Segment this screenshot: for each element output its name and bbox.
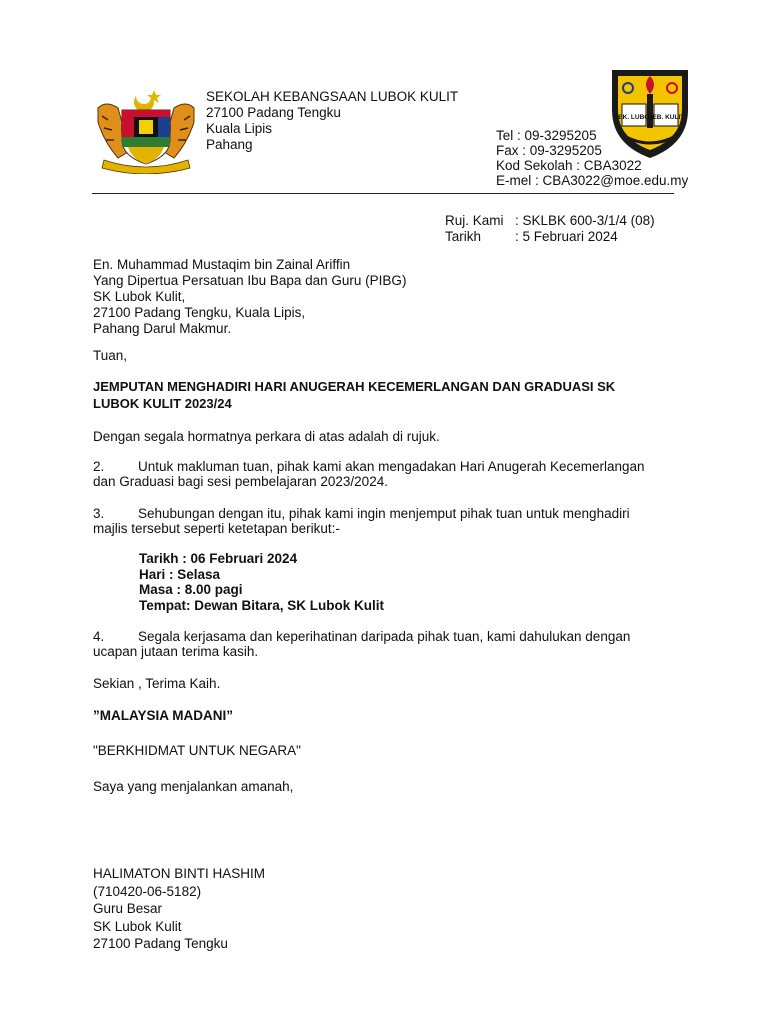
recipient-line: En. Muhammad Mustaqim bin Zainal Ariffin: [93, 257, 351, 272]
signatory-title: Guru Besar: [93, 901, 163, 916]
subject-line: LUBOK KULIT 2023/24: [93, 396, 232, 411]
fax: Fax : 09-3295205: [496, 143, 602, 158]
motto-berkhidmat: "BERKHIDMAT UNTUK NEGARA": [93, 743, 301, 758]
paragraph-text: Untuk makluman tuan, pihak kami akan mengadakan Hari Anugerah Kecemerlangan: [138, 459, 645, 474]
event-time: Masa : 8.00 pagi: [139, 582, 243, 597]
event-day: Hari : Selasa: [139, 566, 221, 582]
reference-value: : SKLBK 600-3/1/4 (08): [515, 213, 655, 228]
date-value: : 5 Februari 2024: [515, 229, 618, 244]
subject-line: JEMPUTAN MENGHADIRI HARI ANUGERAH KECEMERLANGAN DAN GRADUASI SK: [93, 379, 616, 394]
trust-statement: Saya yang menjalankan amanah,: [93, 779, 294, 794]
event-details: [139, 551, 384, 613]
paragraph-text: Segala kerjasama dan keperihatinan daripada pihak tuan, kami dahulukan dengan: [138, 629, 631, 644]
school-header: [206, 89, 458, 153]
school-code: Kod Sekolah : CBA3022: [496, 158, 642, 173]
recipient-address: [93, 257, 406, 337]
letter-subject: [93, 378, 615, 412]
paragraph-number: 3.: [93, 506, 105, 521]
recipient-line: SK Lubok Kulit,: [93, 289, 186, 304]
paragraph-number: 4.: [93, 629, 105, 644]
recipient-line: Pahang Darul Makmur.: [93, 321, 232, 336]
malaysia-coat-of-arms-icon: [92, 88, 200, 174]
date-label: Tarikh: [445, 229, 482, 244]
paragraph-text: ucapan jutaan terima kasih.: [93, 644, 259, 659]
signature-block: [93, 866, 265, 954]
paragraph-3: [93, 506, 630, 536]
signatory-ic: (710420-06-5182): [93, 883, 202, 899]
contact-details: [496, 128, 688, 188]
paragraph-text: majlis tersebut seperti ketetapan berikut:-: [93, 521, 340, 536]
telephone: Tel : 09-3295205: [496, 128, 597, 143]
paragraph-text: dan Graduasi bagi sesi pembelajaran 2023/2024.: [93, 474, 388, 489]
recipient-line: Yang Dipertua Persatuan Ibu Bapa dan Guru (PIBG): [93, 273, 407, 288]
motto-malaysia-madani: ”MALAYSIA MADANI”: [93, 708, 234, 723]
school-name: SEKOLAH KEBANGSAAN LUBOK KULIT: [206, 89, 459, 104]
paragraph-2: [93, 459, 645, 489]
paragraph-4: [93, 629, 630, 659]
signatory-school: SK Lubok Kulit: [93, 918, 182, 934]
email: E-mel : CBA3022@moe.edu.my: [496, 173, 689, 188]
reference-label: Ruj. Kami: [445, 213, 504, 228]
signatory-name: HALIMATON BINTI HASHIM: [93, 866, 266, 881]
school-address-line: Pahang: [206, 137, 253, 152]
logo-text-left: SEK. LUBOK: [613, 114, 655, 121]
paragraph-number: 2.: [93, 459, 105, 474]
header-divider: [92, 193, 674, 194]
event-date: Tarikh : 06 Februari 2024: [139, 551, 298, 566]
school-address-line: Kuala Lipis: [206, 121, 273, 136]
paragraph-1: Dengan segala hormatnya perkara di atas adalah di rujuk.: [93, 429, 440, 444]
logo-text-right: KEB. KULIT: [647, 114, 685, 121]
reference-block: [445, 213, 655, 245]
school-address-line: 27100 Padang Tengku: [206, 105, 341, 120]
signatory-address: 27100 Padang Tengku: [93, 936, 228, 951]
paragraph-text: Sehubungan dengan itu, pihak kami ingin menjemput pihak tuan untuk menghadiri: [138, 506, 630, 521]
recipient-line: 27100 Padang Tengku, Kuala Lipis,: [93, 305, 306, 320]
salutation: Tuan,: [93, 348, 128, 363]
event-place: Tempat: Dewan Bitara, SK Lubok Kulit: [139, 597, 385, 613]
closing-text: Sekian , Terima Kaih.: [93, 676, 221, 691]
